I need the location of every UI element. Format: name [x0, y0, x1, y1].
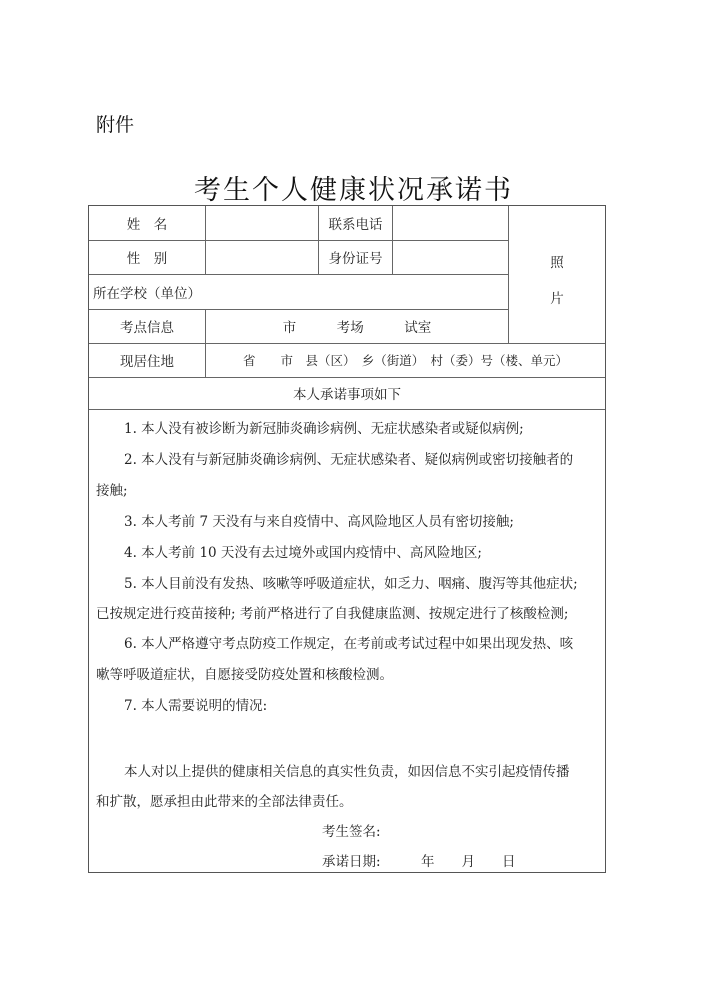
commitments-heading: 本人承诺事项如下 — [293, 387, 401, 403]
photo-label-1: 照 — [550, 255, 564, 271]
signature-label: 考生签名: — [322, 824, 381, 840]
id-field[interactable] — [393, 240, 508, 274]
commitment-item-7: 7. 本人需要说明的情况: — [124, 698, 268, 714]
residence-field[interactable]: 省 市 县（区） 乡（街道） 村（委）号（楼、单元） — [242, 353, 568, 368]
residence-label: 现居住地 — [120, 354, 174, 370]
school-label: 所在学校（单位） — [93, 285, 201, 302]
gender-label: 性 别 — [126, 251, 168, 267]
exam-site-label: 考点信息 — [120, 320, 174, 336]
gender-field[interactable] — [206, 240, 318, 274]
name-field[interactable] — [206, 206, 318, 240]
explanation-field[interactable] — [96, 728, 600, 756]
statement-line-1: 本人对以上提供的健康相关信息的真实性负责，如因信息不实引起疫情传播 — [124, 764, 570, 780]
phone-field[interactable] — [393, 206, 508, 240]
commitment-item-6: 6. 本人严格遵守考点防疫工作规定，在考前或考试过程中如果出现发热、咳 — [124, 636, 574, 652]
name-label: 姓 名 — [126, 217, 168, 233]
commitment-item-2: 2. 本人没有与新冠肺炎确诊病例、无症状感染者、疑似病例或密切接触者的 — [124, 452, 574, 468]
commitment-item-3: 3. 本人考前 7 天没有与来自疫情中、高风险地区人员有密切接触; — [124, 514, 514, 530]
statement-line-2: 和扩散，愿承担由此带来的全部法律责任。 — [96, 794, 353, 810]
id-label: 身份证号 — [328, 251, 383, 267]
commitment-item-5-cont: 已按规定进行疫苗接种; 考前严格进行了自我健康监测、按规定进行了核酸检测; — [96, 606, 569, 622]
attachment-label: 附件 — [96, 114, 135, 136]
exam-site-field[interactable]: 市 考场 试室 — [282, 320, 432, 336]
photo-label-2: 片 — [550, 291, 564, 307]
page-title: 考生个人健康状况承诺书 — [194, 175, 513, 206]
school-field[interactable] — [206, 274, 508, 309]
commitment-item-4: 4. 本人考前 10 天没有去过境外或国内疫情中、高风险地区; — [124, 545, 482, 561]
commitment-item-6-cont: 嗽等呼吸道症状，自愿接受防疫处置和核酸检测。 — [96, 667, 393, 683]
commitment-item-5: 5. 本人目前没有发热、咳嗽等呼吸道症状，如乏力、咽痛、腹泻等其他症状; — [124, 576, 578, 592]
date-label: 承诺日期: 年 月 日 — [322, 854, 516, 870]
phone-label: 联系电话 — [328, 217, 383, 233]
commitment-item-1: 1. 本人没有被诊断为新冠肺炎确诊病例、无症状感染者或疑似病例; — [124, 421, 524, 437]
commitment-item-2-cont: 接触; — [96, 483, 128, 499]
